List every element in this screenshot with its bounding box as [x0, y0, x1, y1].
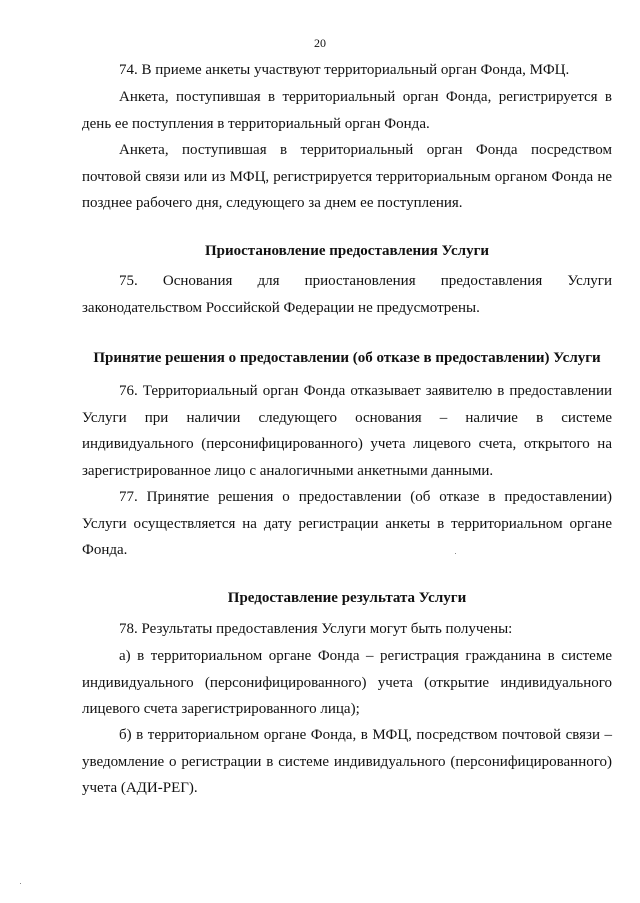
paragraph-75: 75. Основания для приостановления предоставления Услуги законодательством Российской Федерации не предусмотрены. [82, 273, 612, 316]
paragraph-74-intro: 74. В приеме анкеты участвуют территориальный орган Фонда, МФЦ. [119, 62, 570, 78]
paragraph-78: 78. Результаты предоставления Услуги могут быть получены: [119, 621, 513, 637]
paragraph-74-registration: Анкета, поступившая в территориальный орган Фонда, регистрируется в день ее поступления в территориальный орган Фонда. [82, 89, 612, 132]
scan-speck [455, 553, 456, 554]
paragraph-74-postal: Анкета, поступившая в территориальный орган Фонда посредством почтовой связи или из МФЦ, регистрируется территориальным органом Фонда не позднее рабочего дня, следующего за днем ее поступления. [82, 142, 612, 211]
paragraph-78-b: б) в территориальном органе Фонда, в МФЦ, посредством почтовой связи – уведомление о регистрации в системе индивидуального (персонифицированного) учета (АДИ-РЕГ). [82, 727, 612, 796]
paragraph-78-a: а) в территориальном органе Фонда – регистрация гражданина в системе индивидуального (персонифицированного) учета (открытие индивидуального лицевого счета зарегистрированного лица); [82, 648, 612, 717]
heading-result: Предоставление результата Услуги [227, 590, 467, 606]
paragraph-77: 77. Принятие решения о предоставлении (об отказе в предоставлении) Услуги осуществляется на дату регистрации анкеты в территориальном органе Фонда. [82, 489, 612, 558]
scan-speck [20, 883, 21, 884]
page-number: 20 [314, 36, 326, 50]
heading-suspension: Приостановление предоставления Услуги [204, 243, 490, 259]
paragraph-76: 76. Территориальный орган Фонда отказывает заявителю в предоставлении Услуги при наличии следующего основания – наличие в системе индивидуального (персонифицированного) учета лицевого счета, открытого на зарегистрированное лицо с аналогичными анкетными данными. [82, 383, 612, 479]
heading-decision: Принятие решения о предоставлении (об отказе в предоставлении) Услуги [93, 350, 601, 366]
